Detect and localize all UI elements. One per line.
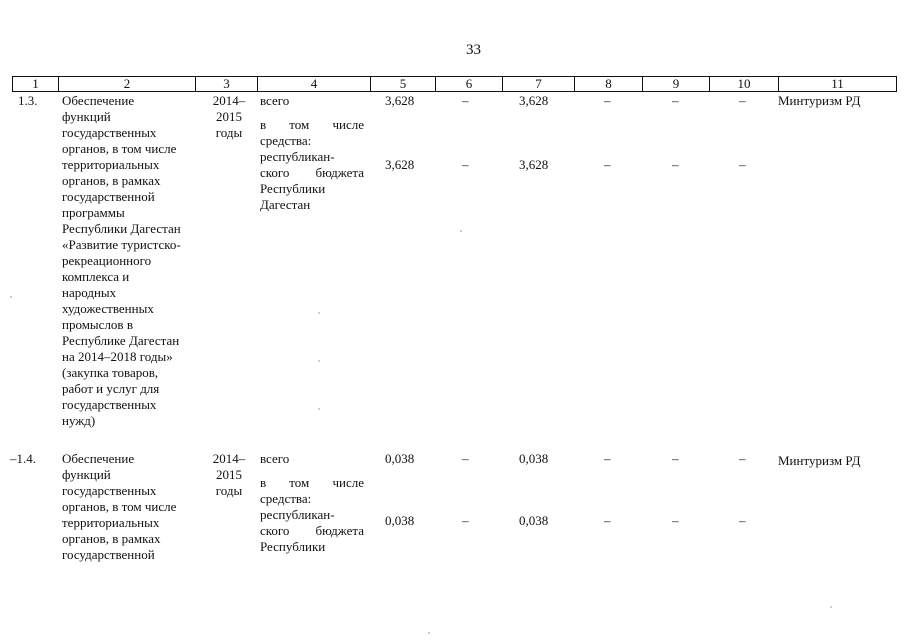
col10-total: –: [739, 93, 746, 108]
row-number: 1.3.: [18, 93, 38, 108]
row-funding-source: [260, 93, 364, 213]
col5-republic: 0,038: [385, 513, 415, 528]
description-line: государственных: [62, 397, 157, 412]
source-incl-label: средства:: [260, 491, 312, 506]
source-incl-line: [260, 117, 364, 133]
description-line: программы: [62, 205, 125, 220]
source-incl-label: средства:: [260, 133, 312, 148]
col9-total: –: [672, 93, 679, 108]
header-col-11: 11: [779, 77, 897, 92]
col5-total: 3,628: [385, 93, 415, 108]
col7-republic: 3,628: [519, 157, 549, 172]
col6-total: –: [462, 93, 469, 108]
word: числе: [332, 117, 364, 132]
scan-speck: [318, 408, 320, 410]
header-col-8: 8: [575, 77, 643, 92]
description-line: рекреационного: [62, 253, 152, 268]
source-rep-line: [260, 165, 364, 181]
word: том: [289, 117, 310, 132]
description-line: «Развитие туристско-: [62, 237, 181, 252]
description-line: художественных: [62, 301, 154, 316]
col8-republic: –: [604, 157, 611, 172]
period-line: годы: [215, 483, 243, 498]
source-rep-line: Республики: [260, 181, 326, 196]
row-description: [62, 93, 181, 429]
description-line: Обеспечение: [62, 451, 135, 466]
description-line: комплекса и: [62, 269, 130, 284]
description-line: органов, в рамках: [62, 531, 161, 546]
description-line: на 2014–2018 годы»: [62, 349, 173, 364]
source-incl-line: [260, 475, 364, 491]
col10-republic: –: [739, 513, 746, 528]
description-line: территориальных: [62, 157, 160, 172]
col5-republic: 3,628: [385, 157, 415, 172]
page-number: 33: [466, 42, 481, 58]
description-line: народных: [62, 285, 117, 300]
scan-speck: [318, 360, 320, 362]
col9-republic: –: [672, 157, 679, 172]
scan-speck: [830, 606, 832, 608]
source-total-label: всего: [260, 451, 290, 466]
description-line: нужд): [62, 413, 96, 428]
row-number: –1.4.: [10, 451, 36, 466]
header-col-7: 7: [503, 77, 575, 92]
row-executor: Минтуризм РД: [778, 453, 861, 468]
header-col-1: 1: [13, 77, 59, 92]
header-col-9: 9: [643, 77, 710, 92]
col7-total: 0,038: [519, 451, 549, 466]
scan-speck: [318, 312, 320, 314]
source-rep-line: Республики: [260, 539, 326, 554]
col10-republic: –: [739, 157, 746, 172]
description-line: (закупка товаров,: [62, 365, 159, 380]
col9-total: –: [672, 451, 679, 466]
row-description: [62, 451, 176, 563]
header-col-6: 6: [436, 77, 503, 92]
col6-republic: –: [462, 157, 469, 172]
column-header-row: [13, 77, 897, 92]
period-line: 2014–: [212, 93, 246, 108]
row-period: [205, 93, 253, 141]
col6-republic: –: [462, 513, 469, 528]
description-line: работ и услуг для: [62, 381, 160, 396]
source-rep-line: республикан-: [260, 507, 335, 522]
description-line: функций: [62, 109, 111, 124]
col10-total: –: [739, 451, 746, 466]
description-line: органов, в том числе: [62, 141, 177, 156]
word: ского: [260, 523, 290, 538]
description-line: Республики Дагестан: [62, 221, 181, 236]
description-line: государственных: [62, 483, 157, 498]
col9-republic: –: [672, 513, 679, 528]
header-col-5: 5: [371, 77, 436, 92]
header-col-10: 10: [710, 77, 779, 92]
row-executor: Минтуризм РД: [778, 93, 861, 108]
scan-speck: [10, 296, 12, 298]
period-line: 2015: [216, 109, 242, 124]
col6-total: –: [462, 451, 469, 466]
row-period: [205, 451, 253, 499]
scan-speck: [428, 632, 430, 634]
row-funding-source: [260, 451, 364, 555]
column-header-table: [12, 76, 897, 92]
description-line: промыслов в: [62, 317, 133, 332]
col8-total: –: [604, 451, 611, 466]
description-line: территориальных: [62, 515, 160, 530]
col7-republic: 0,038: [519, 513, 549, 528]
col5-total: 0,038: [385, 451, 415, 466]
word: числе: [332, 475, 364, 490]
source-rep-line: [260, 523, 364, 539]
word: бюджета: [315, 165, 364, 180]
col7-total: 3,628: [519, 93, 549, 108]
word: бюджета: [315, 523, 364, 538]
description-line: органов, в том числе: [62, 499, 177, 514]
description-line: органов, в рамках: [62, 173, 161, 188]
word: в: [260, 117, 267, 132]
description-line: Обеспечение: [62, 93, 135, 108]
description-line: Республике Дагестан: [62, 333, 180, 348]
header-col-2: 2: [59, 77, 196, 92]
word: в: [260, 475, 267, 490]
col8-total: –: [604, 93, 611, 108]
source-rep-line: Дагестан: [260, 197, 311, 212]
description-line: функций: [62, 467, 111, 482]
period-line: годы: [215, 125, 243, 140]
period-line: 2014–: [212, 451, 246, 466]
header-col-4: 4: [258, 77, 371, 92]
scan-speck: [460, 230, 462, 232]
source-total-label: всего: [260, 93, 290, 108]
word: том: [289, 475, 310, 490]
description-line: государственных: [62, 125, 157, 140]
word: ского: [260, 165, 290, 180]
header-col-3: 3: [196, 77, 258, 92]
period-line: 2015: [216, 467, 242, 482]
description-line: государственной: [62, 189, 155, 204]
source-rep-line: республикан-: [260, 149, 335, 164]
col8-republic: –: [604, 513, 611, 528]
description-line: государственной: [62, 547, 155, 562]
